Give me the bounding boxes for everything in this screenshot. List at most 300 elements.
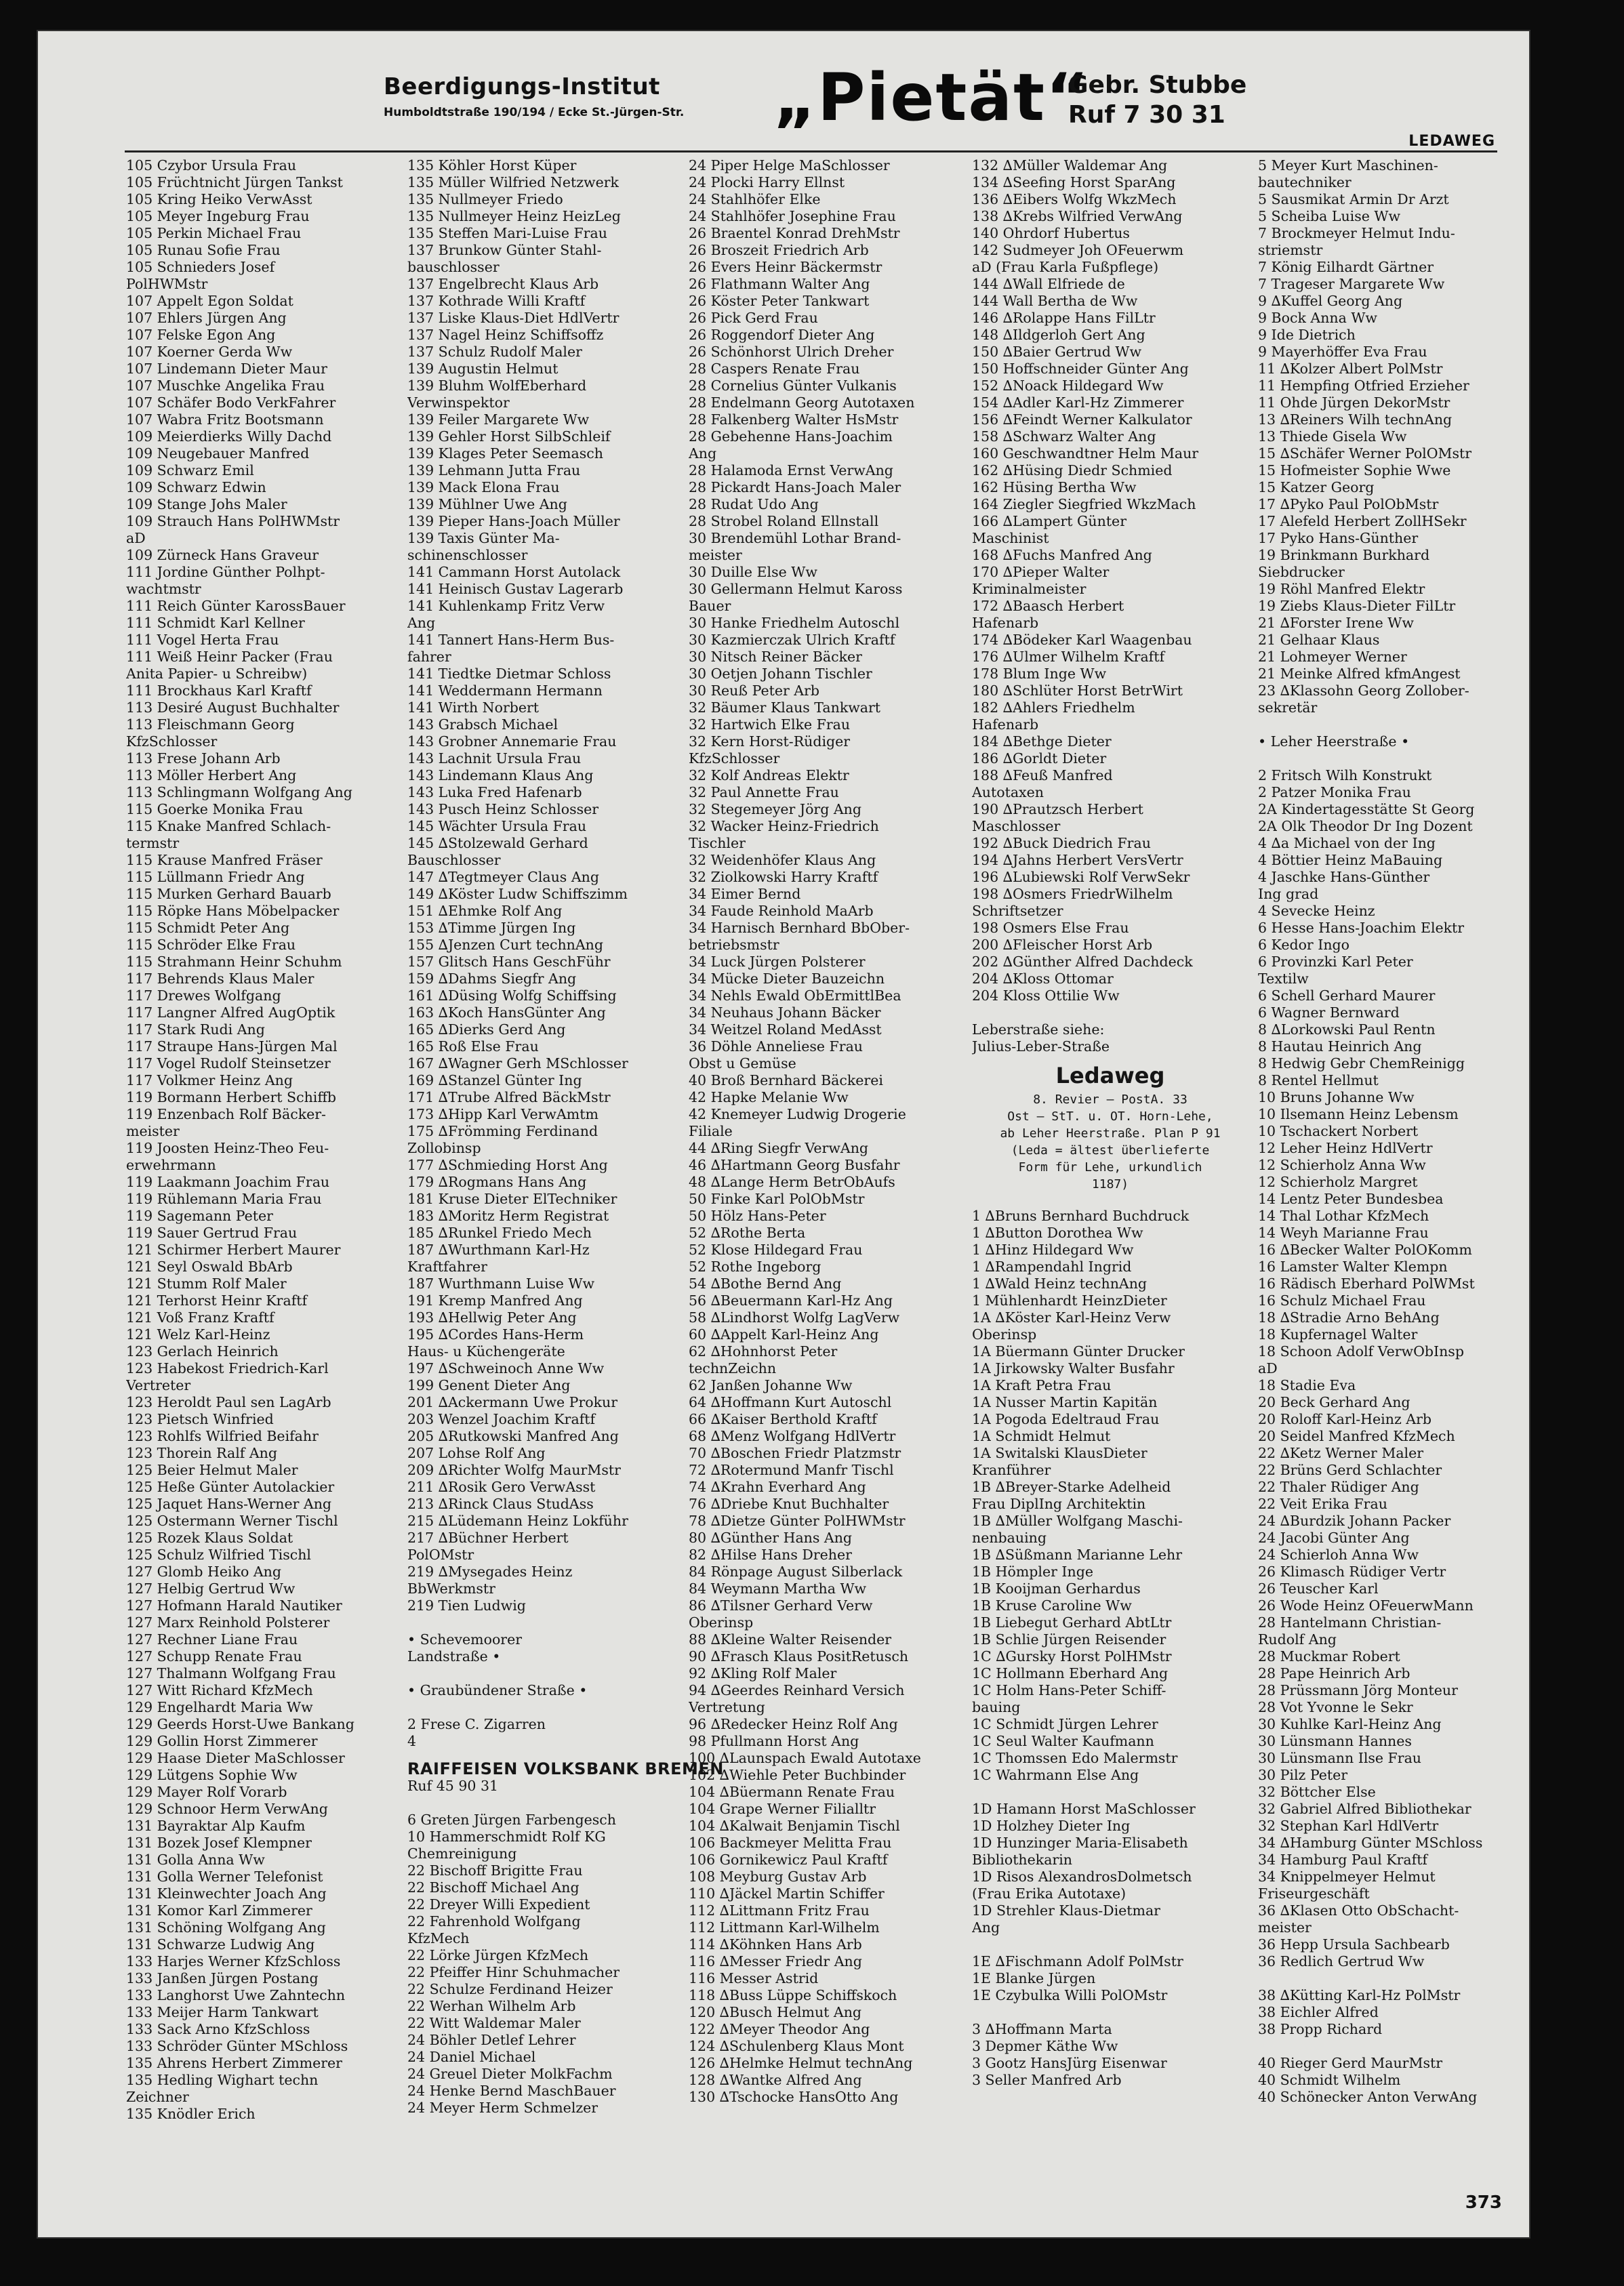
entry-line: 193 ∆Hellwig Peter Ang [407,1309,577,1326]
entry-line: Rudolf Ang [1258,1631,1337,1648]
entry-line: 121 Stumm Rolf Maler [126,1275,287,1292]
entry-line: 10 Ilsemann Heinz Lebensm [1258,1106,1459,1122]
entry-line: fahrer [407,649,451,665]
entry-line: 115 Knake Manfred Schlach- [126,818,331,834]
entry-line: 40 Rieger Gerd MaurMstr [1258,2055,1443,2071]
directory-page [38,31,1529,2237]
entry-line: 180 ∆Schlüter Horst BetrWirt [972,682,1183,699]
entry-line: 24 Daniel Michael [407,2049,536,2065]
entry-line: 32 Kolf Andreas Elektr [689,767,849,783]
entry-line: 143 Lindemann Klaus Ang [407,767,594,783]
entry-line: Bibliothekarin [972,1852,1072,1868]
entry-line: 148 ∆Ildgerloh Gert Ang [972,327,1145,343]
entry-line: 6 Greten Jürgen Farbengesch [407,1812,616,1828]
entry-line: 86 ∆Tilsner Gerhard Verw [689,1597,873,1614]
entry-line: 22 Schulze Ferdinand Heizer [407,1981,613,1997]
entry-line: 125 Beier Helmut Maler [126,1462,298,1478]
entry-line [407,1614,684,1631]
entry-line: 13 Thiede Gisela Ww [1258,428,1407,445]
entry-line: 109 Schwarz Emil [126,462,254,478]
entry-line: 219 ∆Mysegades Heinz [407,1564,573,1580]
entry-line: 165 ∆Dierks Gerd Ang [407,1021,566,1038]
entry-line: • Leher Heerstraße • [1258,733,1410,750]
entry-line: 80 ∆Günther Hans Ang [689,1530,853,1546]
entry-line: 129 Lütgens Sophie Ww [126,1767,298,1783]
entry-line: 119 Enzenbach Rolf Bäcker- [126,1106,326,1122]
entry-line: 28 Rudat Udo Ang [689,496,819,512]
entry-line: 107 Lindemann Dieter Maur [126,361,327,377]
entry-line: 164 Ziegler Siegfried WkzMach [972,496,1196,512]
entry-line: 135 Steffen Mari-Luise Frau [407,225,607,241]
entry-line: 147 ∆Tegtmeyer Claus Ang [407,869,599,885]
entry-line: 107 Koerner Gerda Ww [126,344,293,360]
entry-line: 1A Schmidt Helmut [972,1428,1111,1444]
entry-line: 1D Holzhey Dieter Ing [972,1818,1131,1834]
entry-line: 143 Grobner Annemarie Frau [407,733,617,750]
entry-line: Landstraße • [407,1648,501,1665]
entry-line: 115 Schmidt Peter Ang [126,920,290,936]
entry-line: 34 Mücke Dieter Bauzeichn [689,971,885,987]
entry-line: 11 ∆Kolzer Albert PolMstr [1258,361,1443,377]
entry-line: aD [1258,1360,1278,1376]
entry-line: Form für Lehe, urkundlich [1018,1160,1202,1175]
entry-line: 143 Lachnit Ursula Frau [407,750,582,767]
entry-line: 1A Switalski KlausDieter [972,1445,1148,1461]
entry-line: 170 ∆Pieper Walter [972,564,1110,580]
entry-line: betriebsmstr [689,937,779,953]
entry-line: 111 Schmidt Karl Kellner [126,615,305,631]
entry-line: 28 Caspers Renate Frau [689,361,860,377]
entry-line: 14 Thal Lothar KfzMech [1258,1208,1429,1224]
entry-line: 1B ∆Süßmann Marianne Lehr [972,1547,1183,1563]
entry-line: 137 Schulz Rudolf Maler [407,344,582,360]
entry-line: 176 ∆Ulmer Wilhelm Kraftf [972,649,1165,665]
entry-line: meister [689,547,742,563]
entry-line: 136 ∆Eibers Wolfg WkzMech [972,191,1177,207]
entry-line: 112 ∆Littmann Fritz Frau [689,1902,870,1919]
entry-line: 28 Cornelius Günter Vulkanis [689,377,897,394]
entry-line: 115 Schröder Elke Frau [126,937,296,953]
entry-line: 153 ∆Timme Jürgen Ing [407,920,576,936]
entry-line: 106 Backmeyer Melitta Frau [689,1835,892,1851]
entry-line: PolHWMstr [126,276,208,292]
entry-line: 3 Seller Manfred Arb [972,2072,1122,2088]
entry-line: 131 Komor Karl Zimmerer [126,1902,312,1919]
entry-line: 19 Brinkmann Burkhard [1258,547,1430,563]
entry-line: 111 Vogel Herta Frau [126,632,279,648]
entry-line: 32 Paul Annette Frau [689,784,839,800]
entry-line: 139 Pieper Hans-Joach Müller [407,513,620,529]
entry-line: 26 Pick Gerd Frau [689,310,818,326]
entry-line: 1E Czybulka Willi PolOMstr [972,1987,1168,2003]
entry-line: Obst u Gemüse [689,1055,796,1071]
entry-line: 110 ∆Jäckel Martin Schiffer [689,1885,885,1902]
entry-line: 52 Klose Hildegard Frau [689,1242,863,1258]
entry-line: 20 Seidel Manfred KfzMech [1258,1428,1455,1444]
entry-line [972,1936,1249,1953]
entry-line: 159 ∆Dahms Siegfr Ang [407,971,577,987]
entry-line: 32 Kern Horst-Rüdiger [689,733,851,750]
entry-line: 127 Schupp Renate Frau [126,1648,302,1665]
entry-line: 107 Schäfer Bodo VerkFahrer [126,394,336,411]
entry-line: 135 Knödler Erich [126,2106,256,2122]
entry-line: 1E ∆Fischmann Adolf PolMstr [972,1953,1183,1969]
entry-line: 1D Risos AlexandrosDolmetsch [972,1869,1192,1885]
entry-line: 70 ∆Boschen Friedr Platzmstr [689,1445,901,1461]
entry-line: 135 Nullmeyer Friedo [407,191,563,207]
entry-line: 38 Eichler Alfred [1258,2004,1379,2020]
entry-line: 12 Schierholz Anna Ww [1258,1157,1426,1173]
entry-line: 131 Golla Anna Ww [126,1852,265,1868]
entry-line: 30 Kuhlke Karl-Heinz Ang [1258,1716,1442,1732]
entry-line: 28 Gebehenne Hans-Joachim [689,428,893,445]
entry-line: 182 ∆Ahlers Friedhelm [972,699,1135,716]
entry-line: 20 Beck Gerhard Ang [1258,1394,1410,1410]
entry-line [1258,750,1529,767]
entry-line: 119 Sauer Gertrud Frau [126,1225,298,1241]
entry-line: 199 Genent Dieter Ang [407,1377,571,1393]
entry-line: 30 Pilz Peter [1258,1767,1347,1783]
entry-line: 78 ∆Dietze Günter PolHWMstr [689,1513,906,1529]
entry-line: 107 Appelt Egon Soldat [126,293,293,309]
entry-line: 198 Osmers Else Frau [972,920,1129,936]
entry-line: 44 ∆Ring Siegfr VerwAng [689,1140,869,1156]
entry-line: 18 Schoon Adolf VerwObInsp [1258,1343,1464,1360]
entry-line: 157 Glitsch Hans GeschFühr [407,954,611,970]
entry-line: Hafenarb [972,716,1039,733]
entry-line: 139 Augustin Helmut [407,361,559,377]
entry-line: 26 Wode Heinz OFeuerwMann [1258,1597,1474,1614]
entry-line: 32 Ziolkowski Harry Kraftf [689,869,878,885]
entry-line: 4 ∆a Michael von der Ing [1258,835,1436,851]
entry-line: 34 Knippelmeyer Helmut [1258,1869,1436,1885]
entry-line: 155 ∆Jenzen Curt technAng [407,937,603,953]
entry-line: Ang [689,445,717,462]
entry-line: 34 Eimer Bernd [689,886,801,902]
entry-line: 149 ∆Köster Ludw Schiffszimm [407,886,628,902]
entry-line: 140 Ohrdorf Hubertus [972,225,1130,241]
entry-line: 141 Wirth Norbert [407,699,540,716]
entry-line: 116 Messer Astrid [689,1970,819,1986]
entry-line: 32 Böttcher Else [1258,1784,1376,1800]
entry-line: 141 Tannert Hans-Herm Bus- [407,632,615,648]
entry-line: 5 Sausmikat Armin Dr Arzt [1258,191,1449,207]
entry-line: 26 Flathmann Walter Ang [689,276,870,292]
entry-line: Bauschlosser [407,852,501,868]
entry-line: 187 ∆Wurthmann Karl-Hz [407,1242,590,1258]
entry-line: 166 ∆Lampert Günter [972,513,1126,529]
entry-line: 26 Teuscher Karl [1258,1580,1379,1597]
entry-line: 173 ∆Hipp Karl VerwAmtm [407,1106,598,1122]
entry-line: 139 Gehler Horst SilbSchleif [407,428,611,445]
entry-line: 204 Kloss Ottilie Ww [972,987,1120,1004]
entry-line: 6 Provinzki Karl Peter [1258,954,1413,970]
entry-line: Haus- u Küchengeräte [407,1343,565,1360]
entry-line: 127 Helbig Gertrud Ww [126,1580,296,1597]
entry-line: 22 Bischoff Michael Ang [407,1879,580,1896]
entry-line: 119 Rühlemann Maria Frau [126,1191,322,1207]
entry-line: 21 Gelhaar Klaus [1258,632,1380,648]
entry-line: 144 ∆Wall Elfriede de [972,276,1125,292]
header-rule [125,150,1497,152]
entry-line: 133 Harjes Werner KfzSchloss [126,1953,341,1969]
entry-line: 22 ∆Ketz Werner Maler [1258,1445,1424,1461]
entry-line: Kriminalmeister [972,581,1087,597]
entry-line: meister [1258,1919,1312,1936]
entry-line: 109 Schwarz Edwin [126,479,266,495]
entry-line: 17 Pyko Hans-Günther [1258,530,1419,546]
entry-line: Filiale [689,1123,733,1139]
entry-line: 144 Wall Bertha de Ww [972,293,1138,309]
entry-line: 9 Bock Anna Ww [1258,310,1377,326]
bank-ad-name: RAIFFEISEN VOLKSBANK BREMEN [407,1759,724,1778]
entry-line: 6 Kedor Ingo [1258,937,1350,953]
entry-line: KfzMech [407,1930,470,1946]
entry-line: 121 Schirmer Herbert Maurer [126,1242,341,1258]
entry-line: 209 ∆Richter Wolfg MaurMstr [407,1462,621,1478]
entry-line: 30 Kazmierczak Ulrich Kraftf [689,632,895,648]
entry-line: 121 Seyl Oswald BbArb [126,1259,293,1275]
entry-line: 18 Kupfernagel Walter [1258,1326,1418,1343]
street-heading-ledaweg: Ledaweg [1055,1063,1165,1088]
entry-line: 98 Pfullmann Horst Ang [689,1733,859,1749]
entry-line: 30 Oetjen Johann Tischler [689,666,872,682]
entry-line: 123 Heroldt Paul sen LagArb [126,1394,331,1410]
entry-line: 26 Roggendorf Dieter Ang [689,327,875,343]
entry-line: 134 ∆Seefing Horst SparAng [972,174,1176,190]
entry-line: Autotaxen [972,784,1044,800]
entry-line: striemstr [1258,242,1323,258]
entry-line: 105 Früchtnicht Jürgen Tankst [126,174,343,190]
entry-line: 17 ∆Pyko Paul PolObMstr [1258,496,1439,512]
entry-line: Friseurgeschäft [1258,1885,1370,1902]
entry-line: ab Leher Heerstraße. Plan P 91 [1000,1126,1221,1141]
entry-line: 6 Hesse Hans-Joachim Elektr [1258,920,1465,936]
entry-line: meister [126,1123,180,1139]
entry-line: 133 Janßen Jürgen Postang [126,1970,319,1986]
entry-line: 2 Frese C. Zigarren [407,1716,546,1732]
entry-line [972,2004,1249,2021]
entry-line: 84 Rönpage August Silberlack [689,1564,903,1580]
entry-line: 3 ∆Hoffmann Marta [972,2021,1112,2037]
entry-line: 104 Grape Werner Filialltr [689,1801,876,1817]
entry-line: 120 ∆Busch Helmut Ang [689,2004,862,2020]
entry-line: 143 Grabsch Michael [407,716,559,733]
entry-line: 22 Witt Waldemar Maler [407,2015,581,2031]
entry-line: 19 Röhl Manfred Elektr [1258,581,1425,597]
entry-line: 139 Feiler Margarete Ww [407,411,590,428]
entry-line: 130 ∆Tschocke HansOtto Ang [689,2089,899,2105]
entry-line: 104 ∆Kalwait Benjamin Tischl [689,1818,900,1834]
entry-line: 1A Nusser Martin Kapitän [972,1394,1158,1410]
entry-line: 129 Engelhardt Maria Ww [126,1699,313,1715]
entry-line: (Frau Erika Autotaxe) [972,1885,1126,1902]
entry-line: 109 Meierdierks Willy Dachd [126,428,332,445]
entry-line: Kranführer [972,1462,1051,1478]
entry-line: 111 Brockhaus Karl Kraftf [126,682,312,699]
entry-line: 7 König Eilhardt Gärtner [1258,259,1434,275]
entry-line: 127 Thalmann Wolfgang Frau [126,1665,336,1681]
entry-line: 1A ∆Köster Karl-Heinz Verw [972,1309,1171,1326]
entry-line: 177 ∆Schmieding Horst Ang [407,1157,608,1173]
entry-line: 135 Köhler Horst Küper [407,157,577,174]
entry-line: 28 Muckmar Robert [1258,1648,1400,1665]
entry-line: 24 Piper Helge MaSchlosser [689,157,890,174]
entry-line: 13 ∆Reiners Wilh technAng [1258,411,1453,428]
entry-line: 109 Neugebauer Manfred [126,445,310,462]
entry-line: 1B ∆Breyer-Starke Adelheid [972,1479,1171,1495]
entry-line: 175 ∆Frömming Ferdinand [407,1123,598,1139]
entry-line: 104 ∆Büermann Renate Frau [689,1784,895,1800]
entry-line: 23 ∆Klassohn Georg Zollober- [1258,682,1469,699]
entry-line: 19 Ziebs Klaus-Dieter FilLtr [1258,598,1456,614]
entry-line: 137 Engelbrecht Klaus Arb [407,276,599,292]
entry-line: KfzSchlosser [126,733,218,750]
entry-line: 15 ∆Schäfer Werner PolOMstr [1258,445,1472,462]
entry-line: Maschlosser [972,818,1061,834]
entries-col4b [972,1208,1249,2089]
entry-line: 211 ∆Rosik Gero VerwAsst [407,1479,596,1495]
entry-line: 139 Mack Elona Frau [407,479,560,495]
entry-line: 213 ∆Rinck Claus StudAss [407,1496,594,1512]
entry-line: 28 Pickardt Hans-Joach Maler [689,479,901,495]
entry-line: 172 ∆Baasch Herbert [972,598,1124,614]
entries-col2 [407,157,684,1750]
entry-line: bautechniker [1258,174,1352,190]
entry-line: 107 Ehlers Jürgen Ang [126,310,287,326]
entry-line: 1B ∆Müller Wolfgang Maschi- [972,1513,1183,1529]
entry-line: 40 Schönecker Anton VerwAng [1258,2089,1478,2105]
entry-line: 204 ∆Kloss Ottomar [972,971,1114,987]
entry-line: 21 Meinke Alfred kfmAngest [1258,666,1461,682]
entry-line: 1B Liebegut Gerhard AbtLtr [972,1614,1172,1631]
column-4 [972,157,1249,2089]
entry-line: 125 Schulz Wilfried Tischl [126,1547,311,1563]
entry-line: 32 Bäumer Klaus Tankwart [689,699,881,716]
entry-line [1258,2038,1529,2055]
entry-line: 158 ∆Schwarz Walter Ang [972,428,1156,445]
entry-line: 3 Gootz HansJürg Eisenwar [972,2055,1167,2071]
entry-line: Frau DiplIng Architektin [972,1496,1146,1512]
entry-line: Ost — StT. u. OT. Horn-Lehe, [1007,1109,1213,1124]
entry-line: 28 Halamoda Ernst VerwAng [689,462,893,478]
entry-line: 131 Schwarze Ludwig Ang [126,1936,315,1953]
entry-line: 115 Murken Gerhard Bauarb [126,886,331,902]
entry-line: 34 Weitzel Roland MedAsst [689,1021,882,1038]
entry-line: Tischler [689,835,746,851]
entry-line: 181 Kruse Dieter ElTechniker [407,1191,617,1207]
entry-line: 105 Czybor Ursula Frau [126,157,297,174]
entry-line: 107 Felske Egon Ang [126,327,276,343]
entry-line: Hafenarb [972,615,1039,631]
entries-col2b [407,1795,684,2117]
entry-line: 22 Lörke Jürgen KfzMech [407,1947,589,1963]
column-3 [689,157,965,2106]
entry-line: 133 Schröder Günter MSchloss [126,2038,348,2054]
entry-line: 76 ∆Driebe Knut Buchhalter [689,1496,889,1512]
entries-col1 [126,157,403,2123]
header-owner: Gebr. Stubbe [1068,71,1247,99]
entry-line: 127 Glomb Heiko Ang [126,1564,281,1580]
entry-line: 38 ∆Kütting Karl-Hz PolMstr [1258,1987,1461,2003]
entry-line: 141 Kuhlenkamp Fritz Verw [407,598,605,614]
entry-line: 24 ∆Burdzik Johann Packer [1258,1513,1451,1529]
entry-line: 127 Hofmann Harald Nautiker [126,1597,342,1614]
entry-line: 154 ∆Adler Karl-Hz Zimmerer [972,394,1184,411]
entry-line: 28 Vot Yvonne le Sekr [1258,1699,1413,1715]
entry-line: 32 Stegemeyer Jörg Ang [689,801,861,817]
entry-line: 113 Möller Herbert Ang [126,767,297,783]
entry-line: 129 Gollin Horst Zimmerer [126,1733,318,1749]
entry-line: 105 Meyer Ingeburg Frau [126,208,310,224]
entry-line: 10 Bruns Johanne Ww [1258,1089,1415,1105]
entry-line: 8 Hedwig Gebr ChemReinigg [1258,1055,1465,1071]
entry-line: 24 Plocki Harry Ellnst [689,174,845,190]
entry-line: 200 ∆Fleischer Horst Arb [972,937,1153,953]
entry-line: 16 Rädisch Eberhard PolWMst [1258,1275,1475,1292]
entry-line: 125 Ostermann Werner Tischl [126,1513,338,1529]
entry-line: 22 Fahrenhold Wolfgang [407,1913,581,1930]
entry-line: aD [126,530,146,546]
entry-line: 163 ∆Koch HansGünter Ang [407,1004,606,1021]
entry-line: 34 Luck Jürgen Polsterer [689,954,866,970]
entry-line: 16 Schulz Michael Frau [1258,1292,1426,1309]
entry-line: 135 Ahrens Herbert Zimmerer [126,2055,342,2071]
entry-line: 4 Jaschke Hans-Günther [1258,869,1430,885]
entry-line: 4 [407,1733,417,1749]
entry-line: 1C Holm Hans-Peter Schiff- [972,1682,1166,1698]
entry-line: 107 Wabra Fritz Bootsmann [126,411,324,428]
entry-line: 32 Gabriel Alfred Bibliothekar [1258,1801,1471,1817]
entry-line: 137 Brunkow Günter Stahl- [407,242,602,258]
entry-line: sekretär [1258,699,1318,716]
entry-line: 22 Veit Erika Frau [1258,1496,1387,1512]
entry-line: Maschinist [972,530,1049,546]
entry-line: 66 ∆Kaiser Berthold Kraftf [689,1411,877,1427]
entry-line: 137 Nagel Heinz Schiffsoffz [407,327,604,343]
entry-line: 169 ∆Stanzel Günter Ing [407,1072,582,1088]
street-note [972,1091,1249,1193]
column-1 [126,157,403,2123]
entry-line: 3 Depmer Käthe Ww [972,2038,1118,2054]
entry-line: 1C Thomssen Edo Malermstr [972,1750,1178,1766]
entry-line: 22 Brüns Gerd Schlachter [1258,1462,1442,1478]
entry-line: Ang [407,615,436,631]
entry-line: 1A Pogoda Edeltraud Frau [972,1411,1160,1427]
entry-line: 129 Mayer Rolf Vorarb [126,1784,287,1800]
entry-line: 128 ∆Wantke Alfred Ang [689,2072,862,2088]
entry-line: 68 ∆Menz Wolfgang HdlVertr [689,1428,896,1444]
entry-line [972,1784,1249,1801]
entry-line: 145 Wächter Ursula Frau [407,818,587,834]
entry-line: 174 ∆Bödeker Karl Waagenbau [972,632,1192,648]
entry-line: 133 Meijer Harm Tankwart [126,2004,319,2020]
entry-line: 22 Werhan Wilhelm Arb [407,1998,576,2014]
entry-line: Chemreinigung [407,1845,517,1862]
entry-line: 161 ∆Düsing Wolfg Schiffsing [407,987,617,1004]
entry-line: 150 ∆Baier Gertrud Ww [972,344,1142,360]
entry-line: 42 Knemeyer Ludwig Drogerie [689,1106,906,1122]
entry-line: 28 Prüssmann Jörg Monteur [1258,1682,1458,1698]
entry-line: 186 ∆Gorldt Dieter [972,750,1107,767]
entry-line: 1B Kruse Caroline Ww [972,1597,1132,1614]
entry-line: 88 ∆Kleine Walter Reisender [689,1631,892,1648]
entry-line: 50 Hölz Hans-Peter [689,1208,826,1224]
header-company: Beerdigungs-Institut [384,73,660,100]
entry-line: PolOMstr [407,1547,474,1563]
entry-line: 1 ∆Button Dorothea Ww [972,1225,1143,1241]
entry-line: 102 ∆Wiehle Peter Buchbinder [689,1767,906,1783]
